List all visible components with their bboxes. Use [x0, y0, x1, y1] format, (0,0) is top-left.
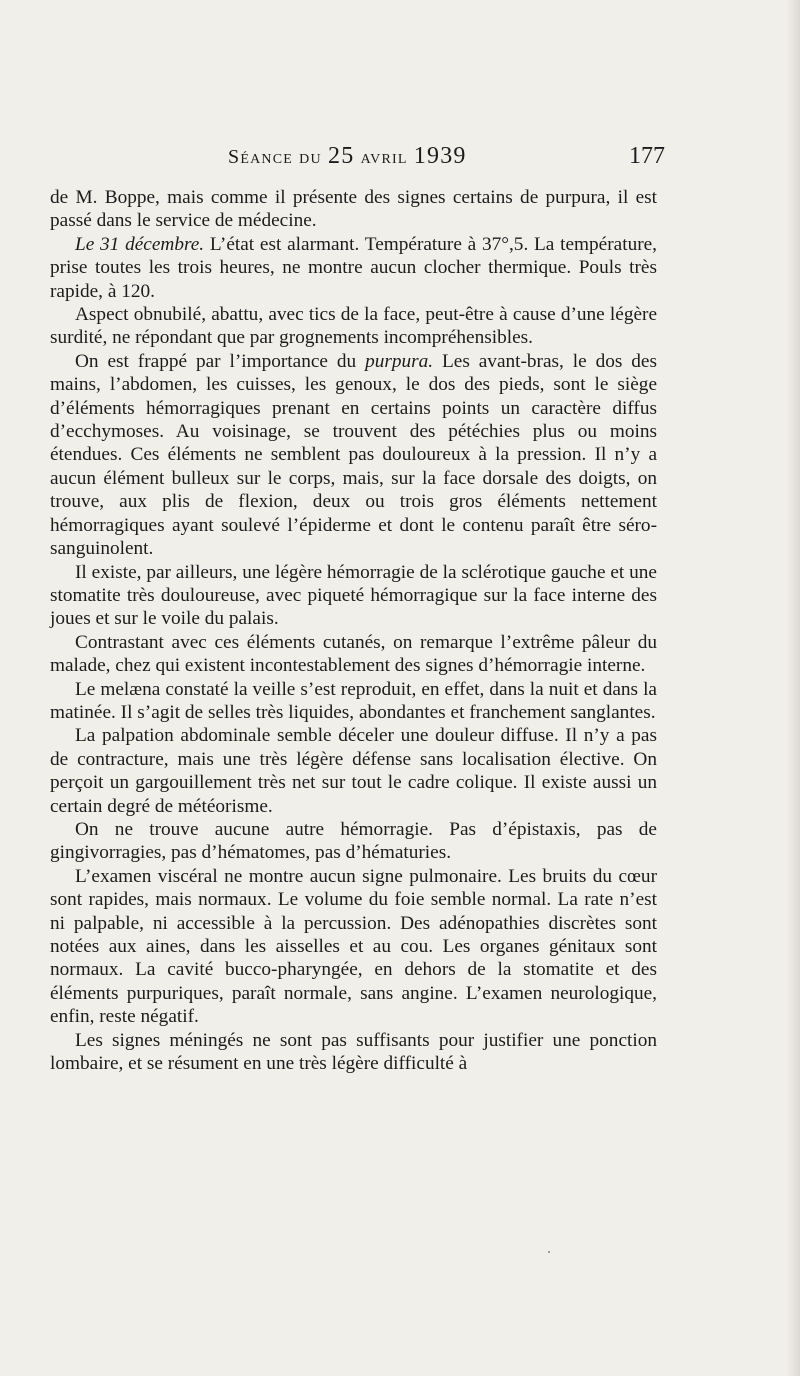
paragraph-melaena: Le melæna constaté la veille s’est reproduit, en effet, dans la nuit et dans la matinée. Il s’agit de selles très liquides, abondantes et franchement sanglantes.	[50, 678, 657, 723]
paragraph-continuation: de M. Boppe, mais comme il présente des signes certains de purpura, il est passé dans le service de médecine.	[50, 187, 657, 232]
paragraph-purpura-start: On est frappé par l’importance du	[75, 350, 366, 372]
running-title	[228, 143, 467, 170]
paragraph-palpation: La palpation abdominale semble déceler une douleur diffuse. Il n’y a pas de contracture, mais une très légère défense sans localisation élective. On perçoit un gargouillement très net sur tout le cadre colique. Il existe aussi un certain degré de météorisme.	[50, 725, 657, 817]
paragraph-body: L’état est alarmant. Température à 37°,5. La température, prise toutes les trois heures, ne montre aucun clocher thermique. Pouls très rapide, à 120.	[50, 233, 658, 302]
date-heading: Le 31 décembre.	[75, 233, 205, 255]
paragraph-31-decembre	[50, 233, 657, 303]
paragraph-aspect: Aspect obnubilé, abattu, avec tics de la face, peut-être à cause d’une légère surdité, ne répondant que par grognements incompréhensibles.	[50, 304, 657, 349]
paragraph-signes-meninges: Les signes méningés ne sont pas suffisants pour justifier une ponction lombaire, et se résument en une très légère difficulté à	[50, 1029, 657, 1075]
running-title-year: 1939	[413, 143, 467, 169]
paragraph-examen-visceral: L’examen viscéral ne montre aucun signe pulmonaire. Les bruits du cœur sont rapides, mais normaux. Le volume du foie semble normal. La rate n’est ni palpable, ni accessible à la percussion. Des adénopathies discrètes sont notées aux aines, dans les aisselles et au cou. Les organes génitaux sont normaux. La cavité bucco-pharyngée, en dehors de la stomatite et des éléments purpuriques, paraît normale, sans angine. L’examen neurologique, enfin, reste négatif.	[50, 865, 657, 1028]
running-title-month: avril	[360, 146, 408, 168]
purpura-term: purpura.	[365, 350, 434, 372]
paper-speck	[548, 1251, 550, 1253]
page-edge-shadow	[786, 0, 800, 1376]
paragraph-hemorragie: On ne trouve aucune autre hémorragie. Pas d’épistaxis, pas de gingivorragies, pas d’hématomes, pas d’hématuries.	[50, 818, 657, 864]
paragraph-paleur: Contrastant avec ces éléments cutanés, on remarque l’extrême pâleur du malade, chez qui existent incontestablement des signes d’hémorragie interne.	[50, 631, 657, 677]
paragraph-purpura	[50, 350, 657, 561]
paragraph-purpura-rest: Les avant-bras, le dos des mains, l’abdomen, les cuisses, les genoux, le dos des pieds, sont le siège d’éléments hémorragiques prenant en certains points un caractère diffus d’ecchymoses. Au voisinage, se trouvent des pétéchies plus ou moins étendues. Ces éléments ne semblent pas douloureux à la pression. Il n’y a aucun élément bulleux sur le corps, mais, sur la face dorsale des doigts, on trouve, aux plis de flexion, deux ou trois gros éléments nettement hémorragiques ayant soulevé l’épiderme et dont le contenu paraît être séro-sanguinolent.	[50, 350, 657, 560]
page-number: 177	[629, 143, 665, 169]
running-head	[60, 143, 665, 173]
body-text	[50, 186, 657, 1075]
running-title-seance: Séance du	[228, 146, 322, 168]
paragraph-sclerotique: Il existe, par ailleurs, une légère hémorragie de la sclérotique gauche et une stomatite très douloureuse, avec piqueté hémorragique sur la face interne des joues et sur le voile du palais.	[50, 561, 657, 630]
running-title-day: 25	[328, 143, 355, 169]
